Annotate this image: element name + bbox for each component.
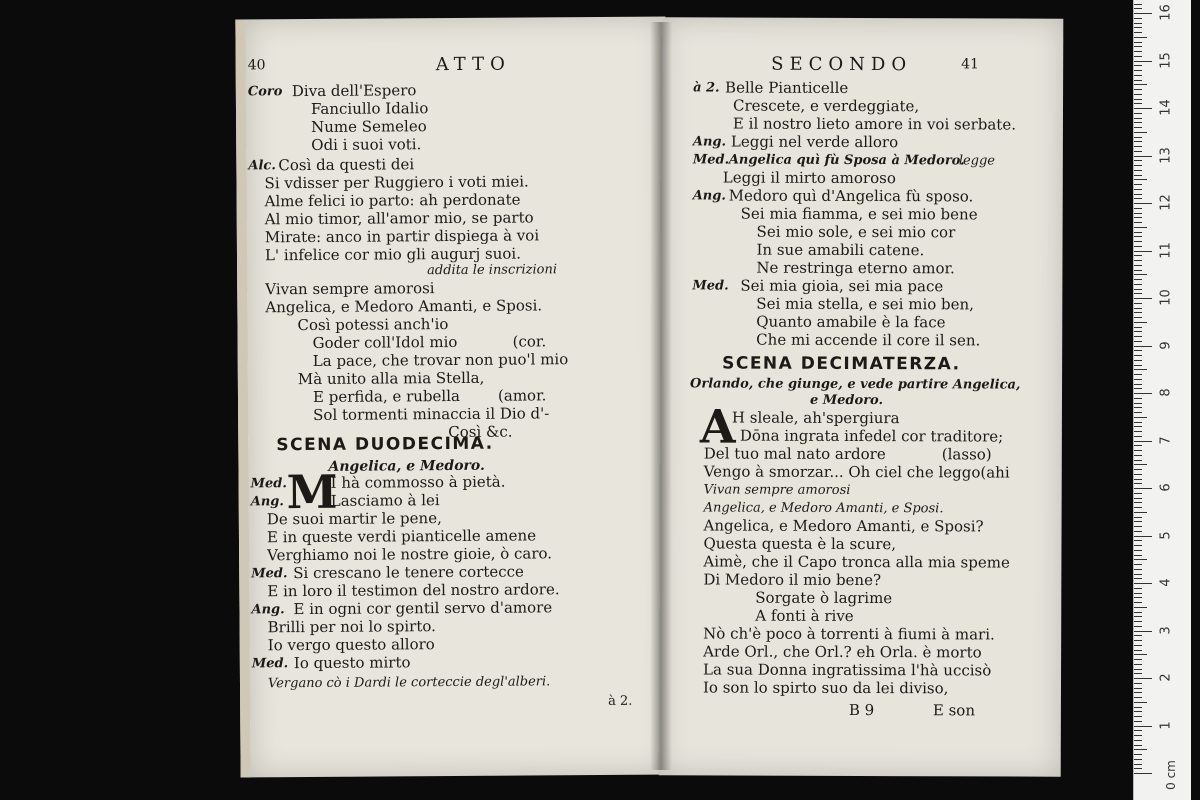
ruler-number: 8 (1158, 388, 1174, 397)
ruler-tick (1134, 312, 1142, 313)
ruler-tick (1134, 65, 1142, 66)
ruler-tick (1134, 645, 1142, 646)
verse-line: Sorgate ò lagrime (755, 588, 893, 608)
speaker-label: Med. (250, 476, 287, 492)
ruler-tick (1134, 84, 1147, 85)
inscription-line: Vivan sempre amorosi (703, 482, 851, 498)
ruler-tick (1134, 208, 1142, 209)
verse-line: Leggi nel verde alloro (730, 132, 899, 152)
ruler-tick (1134, 151, 1142, 152)
ruler-tick (1134, 702, 1147, 703)
ruler-tick (1134, 583, 1152, 584)
verse-line: De suoi martir le pene, (266, 509, 442, 529)
verse-line: Angelica, e Medoro Amanti, e Sposi? (703, 516, 984, 536)
ruler-tick (1134, 745, 1142, 746)
verse-line: Io son lo spirto suo da lei diviso, (702, 678, 949, 698)
verse-line: I hà commosso à pietà. (330, 472, 506, 492)
ruler-tick (1134, 479, 1142, 480)
ruler-tick (1134, 132, 1147, 133)
verse-line: Io vergo questo alloro (267, 635, 435, 655)
ruler-tick (1134, 13, 1152, 14)
ruler-tick (1134, 740, 1142, 741)
ruler-tick (1134, 103, 1142, 104)
ruler-tick (1134, 80, 1142, 81)
scene-dialogue (245, 17, 670, 778)
verse-line: Si crescano le tenere cortecce (293, 562, 524, 583)
ruler-tick (1134, 673, 1142, 674)
ruler-tick (1134, 464, 1147, 465)
speaker-label: Coro (247, 84, 283, 100)
ruler-tick (1134, 512, 1147, 513)
verse-line: Fanciullo Idalio (310, 99, 429, 118)
ruler-tick (1134, 42, 1142, 43)
ruler-number: 10 (1158, 289, 1174, 306)
running-head: SECONDO (771, 53, 913, 76)
ruler-tick (1134, 531, 1142, 532)
verse-line: E il nostro lieto amore in voi serbate. (732, 114, 1017, 134)
ruler-tick (1134, 56, 1142, 57)
ruler-number: 14 (1158, 99, 1174, 116)
scene-subtitle: e Medoro. (809, 392, 884, 409)
verse-line: Sei mia stella, e sei mio ben, (756, 294, 974, 314)
ruler-tick (1134, 184, 1142, 185)
speaker-label: Ang. (251, 602, 285, 618)
ruler-tick (1134, 707, 1142, 708)
ruler-tick (1134, 308, 1142, 309)
verse-line: Lasciamo à lei (330, 491, 440, 510)
ruler-tick (1134, 773, 1152, 774)
ruler-tick (1134, 346, 1152, 347)
ruler-tick (1134, 521, 1142, 522)
scene-title: SCENA DECIMATERZA. (722, 353, 961, 375)
ruler-tick (1134, 189, 1142, 190)
ruler-tick (1134, 403, 1142, 404)
ruler-tick (1134, 327, 1142, 328)
ruler-tick (1134, 108, 1152, 109)
verse-line: E in loro il testimon del nostro ardore. (267, 580, 560, 601)
ruler-tick (1134, 23, 1142, 24)
ruler-tick (1134, 426, 1142, 427)
ruler-tick (1134, 602, 1142, 603)
verse-turnover: (lasso) (941, 445, 992, 464)
inscription-line: Angelica, e Medoro Amanti, e Sposi. (703, 500, 944, 517)
ruler-tick (1134, 113, 1142, 114)
ruler-tick (1134, 75, 1142, 76)
ruler-tick (1134, 754, 1142, 755)
ruler-tick (1134, 626, 1142, 627)
ruler-tick (1134, 659, 1142, 660)
ruler-tick (1134, 232, 1142, 233)
speaker-label: Med. (251, 656, 289, 672)
ruler-tick (1134, 431, 1142, 432)
ruler-tick (1134, 721, 1142, 722)
ruler-tick (1134, 450, 1142, 451)
verse-line: Vivan sempre amorosi (265, 279, 435, 299)
verse-line: Quanto amabile è la face (756, 312, 946, 332)
ruler-tick (1134, 417, 1147, 418)
signature-mark: B 9 (848, 700, 875, 720)
verse-line: Medoro quì d'Angelica fù sposo. (728, 186, 974, 206)
ruler-tick (1134, 331, 1142, 332)
ruler-tick (1134, 274, 1147, 275)
ruler-tick (1134, 597, 1142, 598)
ruler-tick (1134, 469, 1142, 470)
page-number: 40 (247, 57, 266, 74)
ruler-number: 11 (1158, 241, 1174, 259)
ruler-tick (1134, 303, 1142, 304)
verse-line: Così da questi dei (278, 155, 415, 175)
ruler-tick (1134, 517, 1142, 518)
ruler-tick (1134, 526, 1142, 527)
verse-line: Diva dell'Espero (291, 81, 417, 101)
ruler-tick (1134, 99, 1142, 100)
verse-line: Brilli per noi lo spirto. (267, 617, 436, 637)
ruler-tick (1134, 650, 1142, 651)
ruler-tick (1134, 365, 1142, 366)
ruler-number: 15 (1158, 51, 1174, 69)
ruler-tick (1134, 564, 1142, 565)
ruler-tick (1134, 422, 1142, 423)
ruler-tick (1134, 260, 1142, 261)
ruler-tick (1134, 246, 1142, 247)
verse-line: E in queste verdi pianticelle amene (266, 526, 537, 547)
catchword: E son (932, 701, 976, 720)
ruler-tick (1134, 612, 1142, 613)
verse-line: Si vdisser per Ruggiero i voti miei. (264, 172, 529, 193)
ruler-number: 7 (1158, 435, 1174, 445)
speaker-label: Ang. (250, 494, 284, 510)
ruler-tick (1134, 536, 1152, 537)
verse-line: Sei mia gioia, sei mia pace (740, 276, 944, 296)
ruler-tick (1134, 137, 1142, 138)
verse-line: Al mio timor, all'amor mio, se parto (264, 208, 534, 229)
ruler-tick (1134, 445, 1142, 446)
ruler-tick (1134, 669, 1142, 670)
catchword: à 2. (608, 693, 633, 709)
ruler-tick (1134, 222, 1142, 223)
ruler-tick (1134, 317, 1142, 318)
speaker-label: Alc. (248, 158, 276, 174)
ruler-number: 5 (1158, 530, 1174, 540)
verse-line: H sleale, ah'spergiura (731, 408, 900, 428)
verse-line: Angelica, e Medoro Amanti, e Sposi. (265, 296, 543, 317)
ruler-tick (1134, 213, 1142, 214)
ruler-tick (1134, 764, 1142, 765)
ruler-tick (1134, 483, 1142, 484)
ruler-tick (1134, 293, 1142, 294)
page-number: 41 (961, 56, 980, 73)
ruler-number: 6 (1158, 483, 1174, 492)
ruler-tick (1134, 759, 1142, 760)
ruler-tick (1134, 27, 1142, 28)
left-page (235, 17, 670, 778)
ruler-tick (1134, 441, 1152, 442)
speaker-label: Med. (692, 152, 730, 168)
ruler-tick (1134, 156, 1152, 157)
ruler-tick (1134, 498, 1142, 499)
inscription-line: Angelica quì fù Sposa à Medoro. (728, 152, 965, 169)
ruler-tick (1134, 588, 1142, 589)
ruler-tick (1134, 141, 1142, 142)
verse-line: Odi i suoi voti. (311, 135, 422, 154)
ruler-tick (1134, 179, 1147, 180)
ruler-tick (1134, 640, 1142, 641)
ruler-tick (1134, 569, 1142, 570)
ruler-tick (1134, 545, 1142, 546)
ruler-tick (1134, 711, 1142, 712)
ruler-tick (1134, 730, 1142, 731)
ruler-tick (1134, 749, 1147, 750)
ruler-number: 4 (1158, 578, 1174, 587)
ruler-tick (1134, 118, 1142, 119)
verse-line: Sei mio sole, e sei mio cor (756, 222, 956, 242)
ruler-tick (1134, 393, 1152, 394)
ruler-tick (1134, 407, 1142, 408)
ruler-tick (1134, 507, 1142, 508)
ruler-tick (1134, 726, 1152, 727)
scene-dialogue (659, 17, 1064, 776)
verse-line: In sue amabili catene. (756, 240, 925, 260)
ruler-tick (1134, 51, 1142, 52)
verse-line: Alme felici io parto: ah perdonate (264, 190, 521, 211)
verse-line: Io questo mirto (293, 653, 411, 673)
ruler-tick (1134, 270, 1142, 271)
scene-subtitle: Orlando, che giunge, e vede partire Angelica, (690, 376, 1021, 393)
ruler-tick (1134, 122, 1142, 123)
verse-line: Verghiamo noi le nostre gioie, ò caro. (267, 544, 553, 565)
ruler-tick (1134, 379, 1142, 380)
ruler-tick (1134, 388, 1142, 389)
verse-line: E perfida, e rubella (312, 386, 461, 406)
ruler-tick (1134, 32, 1142, 33)
speaker-label: à 2. (693, 80, 720, 96)
measuring-ruler (1133, 0, 1191, 800)
ruler-tick (1134, 555, 1142, 556)
ruler-tick (1134, 697, 1142, 698)
ruler-tick (1134, 160, 1142, 161)
ruler-tick (1134, 578, 1142, 579)
ruler-tick (1134, 165, 1142, 166)
ruler-number: 13 (1158, 146, 1174, 164)
ruler-tick (1134, 559, 1147, 560)
verse-line: L' infelice cor mio gli augurj suoi. (264, 244, 522, 265)
right-page (659, 17, 1064, 776)
ruler-tick (1134, 217, 1142, 218)
verse-line: Vengo à smorzar... Oh ciel che leggo(ahi (703, 462, 1010, 482)
ruler-number: 12 (1158, 194, 1174, 211)
verse-line: Che mi accende il core il sen. (756, 330, 981, 350)
ruler-tick (1134, 460, 1142, 461)
stage-direction: Vergano cò i Dardi le corteccie degl'alberi. (267, 674, 551, 692)
ruler-unit-label: 0 cm (1163, 760, 1178, 790)
ruler-tick (1134, 170, 1142, 171)
ruler-tick (1134, 540, 1142, 541)
ruler-tick (1134, 436, 1142, 437)
ruler-tick (1134, 194, 1142, 195)
drop-cap: A (699, 399, 736, 454)
ruler-tick (1134, 621, 1142, 622)
speaker-label: Med. (251, 566, 288, 582)
ruler-tick (1134, 61, 1152, 62)
ruler-tick (1134, 322, 1147, 323)
verse-turnover: (amor. (497, 386, 547, 405)
ruler-tick (1134, 768, 1142, 769)
verse-line: Di Medoro il mio bene? (703, 570, 882, 590)
ruler-tick (1134, 198, 1142, 199)
ruler-tick (1134, 251, 1152, 252)
stage-direction: legge (958, 153, 996, 169)
verse-line: Leggi il mirto amoroso (722, 168, 896, 188)
ruler-tick (1134, 298, 1152, 299)
ruler-tick (1134, 241, 1142, 242)
verse-line: A fonti à rive (755, 606, 854, 625)
ruler-tick (1134, 692, 1142, 693)
ruler-number: 9 (1158, 340, 1174, 350)
ruler-tick (1134, 631, 1152, 632)
running-head: ATTO (435, 53, 511, 76)
ruler-tick (1134, 203, 1152, 204)
ruler-number: 1 (1158, 720, 1174, 730)
ruler-tick (1134, 664, 1142, 665)
ruler-tick (1134, 635, 1142, 636)
verse-line: Aimè, che il Capo tronca alla mia speme (703, 552, 1010, 572)
ruler-tick (1134, 369, 1147, 370)
verse-line: Questa questa è la scure, (703, 534, 897, 554)
ruler-tick (1134, 336, 1142, 337)
ruler-tick (1134, 350, 1142, 351)
verse-line: Mirate: anco in partir dispiega à voi (264, 226, 540, 247)
speaker-label: Med. (692, 278, 729, 294)
ruler-tick (1134, 550, 1142, 551)
ruler-tick (1134, 146, 1142, 147)
verse-line: Arde Orl., che Orl.? eh Orla. è morto (703, 642, 982, 662)
ruler-tick (1134, 284, 1142, 285)
ruler-tick (1134, 289, 1142, 290)
ruler-tick (1134, 688, 1142, 689)
ruler-tick (1134, 374, 1142, 375)
stage-direction: addita le inscrizioni (427, 262, 558, 279)
ruler-tick (1134, 502, 1142, 503)
verse-line: Nò ch'è poco à torrenti à fiumi à mari. (703, 624, 995, 644)
ruler-tick (1134, 574, 1142, 575)
verse-line: Belle Pianticelle (725, 78, 849, 97)
ruler-tick (1134, 265, 1142, 266)
verse-line: Nume Semeleo (311, 117, 427, 136)
speaker-label: Ang. (692, 188, 726, 204)
verse-line: Goder coll'Idol mio (312, 332, 458, 352)
ruler-tick (1134, 236, 1142, 237)
drop-cap: M (286, 464, 338, 520)
ruler-tick (1134, 384, 1142, 385)
ruler-tick (1134, 455, 1142, 456)
ruler-tick (1134, 360, 1142, 361)
ruler-tick (1134, 175, 1142, 176)
verse-line: Sol tormenti minaccia il Dio d'- (313, 404, 550, 424)
ruler-number: 3 (1158, 625, 1174, 635)
ruler-tick (1134, 94, 1142, 95)
ruler-tick (1134, 735, 1142, 736)
ruler-tick (1134, 355, 1142, 356)
ruler-tick (1134, 127, 1142, 128)
ruler-tick (1134, 279, 1142, 280)
scene-subtitle: Angelica, e Medoro. (328, 457, 485, 475)
ruler-tick (1134, 398, 1142, 399)
ruler-tick (1134, 412, 1142, 413)
ruler-tick (1134, 593, 1142, 594)
ruler-tick (1134, 70, 1142, 71)
verse-line: Ne restringa eterno amor. (756, 258, 955, 278)
verse-line: Così potessi anch'io (297, 315, 449, 335)
ruler-tick (1134, 18, 1142, 19)
ruler-tick (1134, 37, 1147, 38)
ruler-number: 2 (1158, 673, 1174, 682)
scene-title: SCENA DUODECIMA. (276, 433, 494, 456)
ruler-tick (1134, 493, 1142, 494)
verse-line: E in ogni cor gentil servo d'amore (293, 598, 553, 619)
verse-line: Crescete, e verdeggiate, (732, 96, 920, 116)
verse-line: Sei mia fiamma, e sei mio bene (740, 204, 978, 224)
ruler-tick (1134, 616, 1142, 617)
verse-line: Dōna ingrata infedel cor traditore; (739, 426, 1004, 446)
ruler-number: 16 (1158, 4, 1174, 21)
ruler-tick (1134, 474, 1142, 475)
ruler-tick (1134, 716, 1142, 717)
ruler-tick (1134, 678, 1152, 679)
verse-line: La pace, che trovar non puo'l mio (312, 350, 569, 370)
ruler-tick (1134, 8, 1142, 9)
ruler-tick (1134, 89, 1142, 90)
ruler-tick (1134, 4, 1142, 5)
verse-line: La sua Donna ingratissima l'hà uccisò (703, 660, 992, 680)
verse-line: Così &c. (448, 422, 513, 442)
ruler-tick (1134, 341, 1142, 342)
ruler-tick (1134, 683, 1142, 684)
verse-line: Mà unito alla mia Stella, (297, 368, 485, 389)
speaker-label: Ang. (692, 134, 727, 150)
ruler-tick (1134, 607, 1147, 608)
ruler-tick (1134, 227, 1147, 228)
ruler-tick (1134, 488, 1152, 489)
ruler-tick (1134, 255, 1142, 256)
verse-line: Del tuo mal nato ardore (703, 444, 886, 464)
ruler-tick (1134, 654, 1147, 655)
ruler-tick (1134, 46, 1142, 47)
verse-turnover: (cor. (512, 332, 547, 351)
